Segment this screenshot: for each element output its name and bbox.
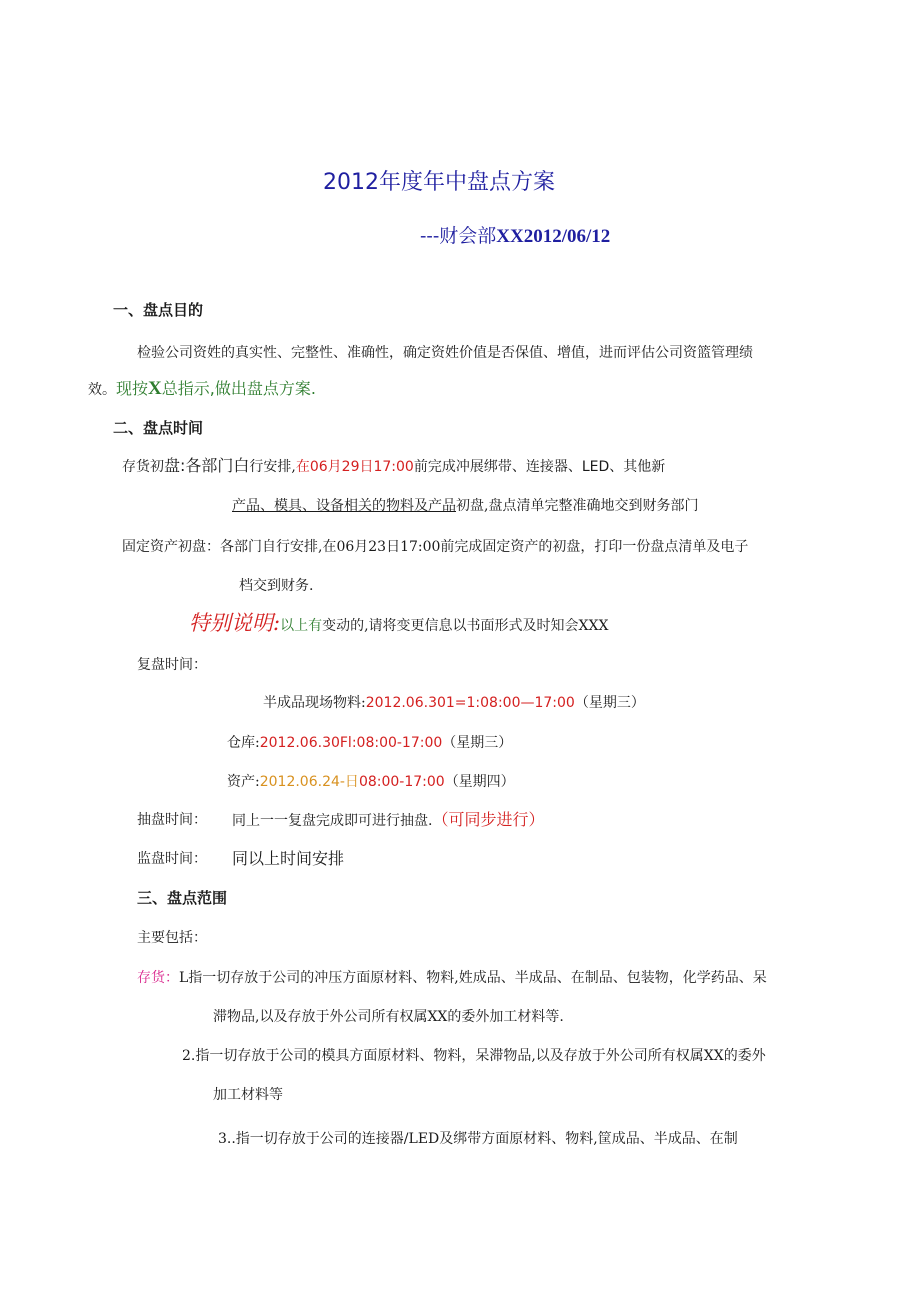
sample-text xyxy=(232,810,544,831)
s1-l2-a: 效。 xyxy=(88,382,116,398)
subtitle-department: ---财会部 xyxy=(420,225,497,247)
asset-label: 资产: xyxy=(227,774,260,790)
asset-day: （星期四） xyxy=(444,774,515,790)
special-green: 以上有 xyxy=(280,618,323,634)
section-1-heading: 一、盘点目的 xyxy=(113,301,204,319)
s1-l2-d: 总指示, xyxy=(161,379,215,398)
document-subtitle xyxy=(420,222,610,251)
scope-item-1 xyxy=(137,968,767,988)
inv-a: 行安排, xyxy=(249,459,296,475)
special-rest: 变动的,请将变更信息以书面形式及时知会XXX xyxy=(322,618,609,634)
inv-underlined: 产品、模具、设备相关的物料及产品 xyxy=(232,498,456,514)
semi-time: 2012.06.301=1:08:00—17:00 xyxy=(365,695,575,711)
special-note xyxy=(189,609,608,640)
asset-time: 08:00-17:00 xyxy=(358,774,445,790)
inv-deadline: 在06月29日17:00 xyxy=(295,459,414,475)
sample-note: （可同步进行） xyxy=(432,810,545,829)
fixed-assets-line-2: 档交到财务. xyxy=(239,578,314,594)
special-label: 特别说明: xyxy=(189,611,281,635)
section-1-line-2 xyxy=(88,379,316,400)
monitor-text: 同以上时间安排 xyxy=(232,849,345,868)
subtitle-code: XX2012/06/12 xyxy=(496,226,611,247)
scope-item-3: 3..指一切存放于公司的连接器/LED及绑带方面原材料、物料,筐成品、半成品、在制 xyxy=(218,1131,738,1147)
scope-item-2: 2.指一切存放于公司的模具方面原材料、物料，呆滞物品,以及存放于外公司所有权属XX的委外 xyxy=(182,1048,766,1064)
sample-label: 抽盘时间： xyxy=(137,812,207,828)
recheck-assets xyxy=(227,772,515,792)
inv-b: 前完成冲展绑带、连接器、LED、其他新 xyxy=(413,459,666,475)
monitor-label: 监盘时间： xyxy=(137,851,207,867)
sample-body: 同上一一复盘完成即可进行抽盘. xyxy=(232,813,433,829)
section-1-line-1: 检验公司资姓的真实性、完整性、准确性，确定资姓价值是否保值、增值，进而评估公司资篮管理绩 xyxy=(137,345,753,361)
scope-item-2-cont: 加工材料等 xyxy=(213,1087,283,1103)
section-3-main: 主要包括： xyxy=(137,930,207,946)
wh-label: 仓库: xyxy=(227,735,260,751)
fixed-assets-line: 固定资产初盘：各部门自行安排,在06月23日17:00前完成固定资产的初盘，打印一份盘点清单及电子 xyxy=(122,539,749,555)
s1-l2-e: 做出盘点方案. xyxy=(214,379,316,398)
inventory-initial-line-2 xyxy=(232,496,698,516)
semi-day: （星期三） xyxy=(574,695,645,711)
scope-inv-label: 存货： xyxy=(137,970,179,986)
inv-label: 存货初 xyxy=(122,459,164,475)
s1-l2-c: X xyxy=(148,378,162,399)
asset-date: 2012.06.24-日 xyxy=(259,774,359,790)
semi-label: 半成品现场物料: xyxy=(263,695,366,711)
scope-item-1-cont: 滞物品,以及存放于外公司所有权属XX的委外加工材料等. xyxy=(213,1009,564,1025)
recheck-label: 复盘时间： xyxy=(137,657,207,673)
recheck-semi xyxy=(263,693,645,713)
scope-item-1-text: L指一切存放于公司的冲压方面原材料、物料,姓成品、半成品、在制品、包装物，化学药品、呆 xyxy=(179,970,767,986)
inv-big: 盘:各部门白 xyxy=(164,456,250,475)
inv-c: 初盘,盘点清单完整准确地交到财务部门 xyxy=(456,498,699,514)
recheck-warehouse xyxy=(227,733,512,753)
wh-day: （星期三） xyxy=(442,735,513,751)
section-3-heading: 三、盘点范围 xyxy=(137,889,228,907)
wh-time: 2012.06.30Fl:08:00-17:00 xyxy=(259,735,443,751)
section-2-heading: 二、盘点时间 xyxy=(113,419,204,437)
document-title: 2012年度年中盘点方案 xyxy=(323,170,555,195)
s1-l2-b: 现按 xyxy=(116,379,149,398)
inventory-initial-line xyxy=(122,456,665,477)
